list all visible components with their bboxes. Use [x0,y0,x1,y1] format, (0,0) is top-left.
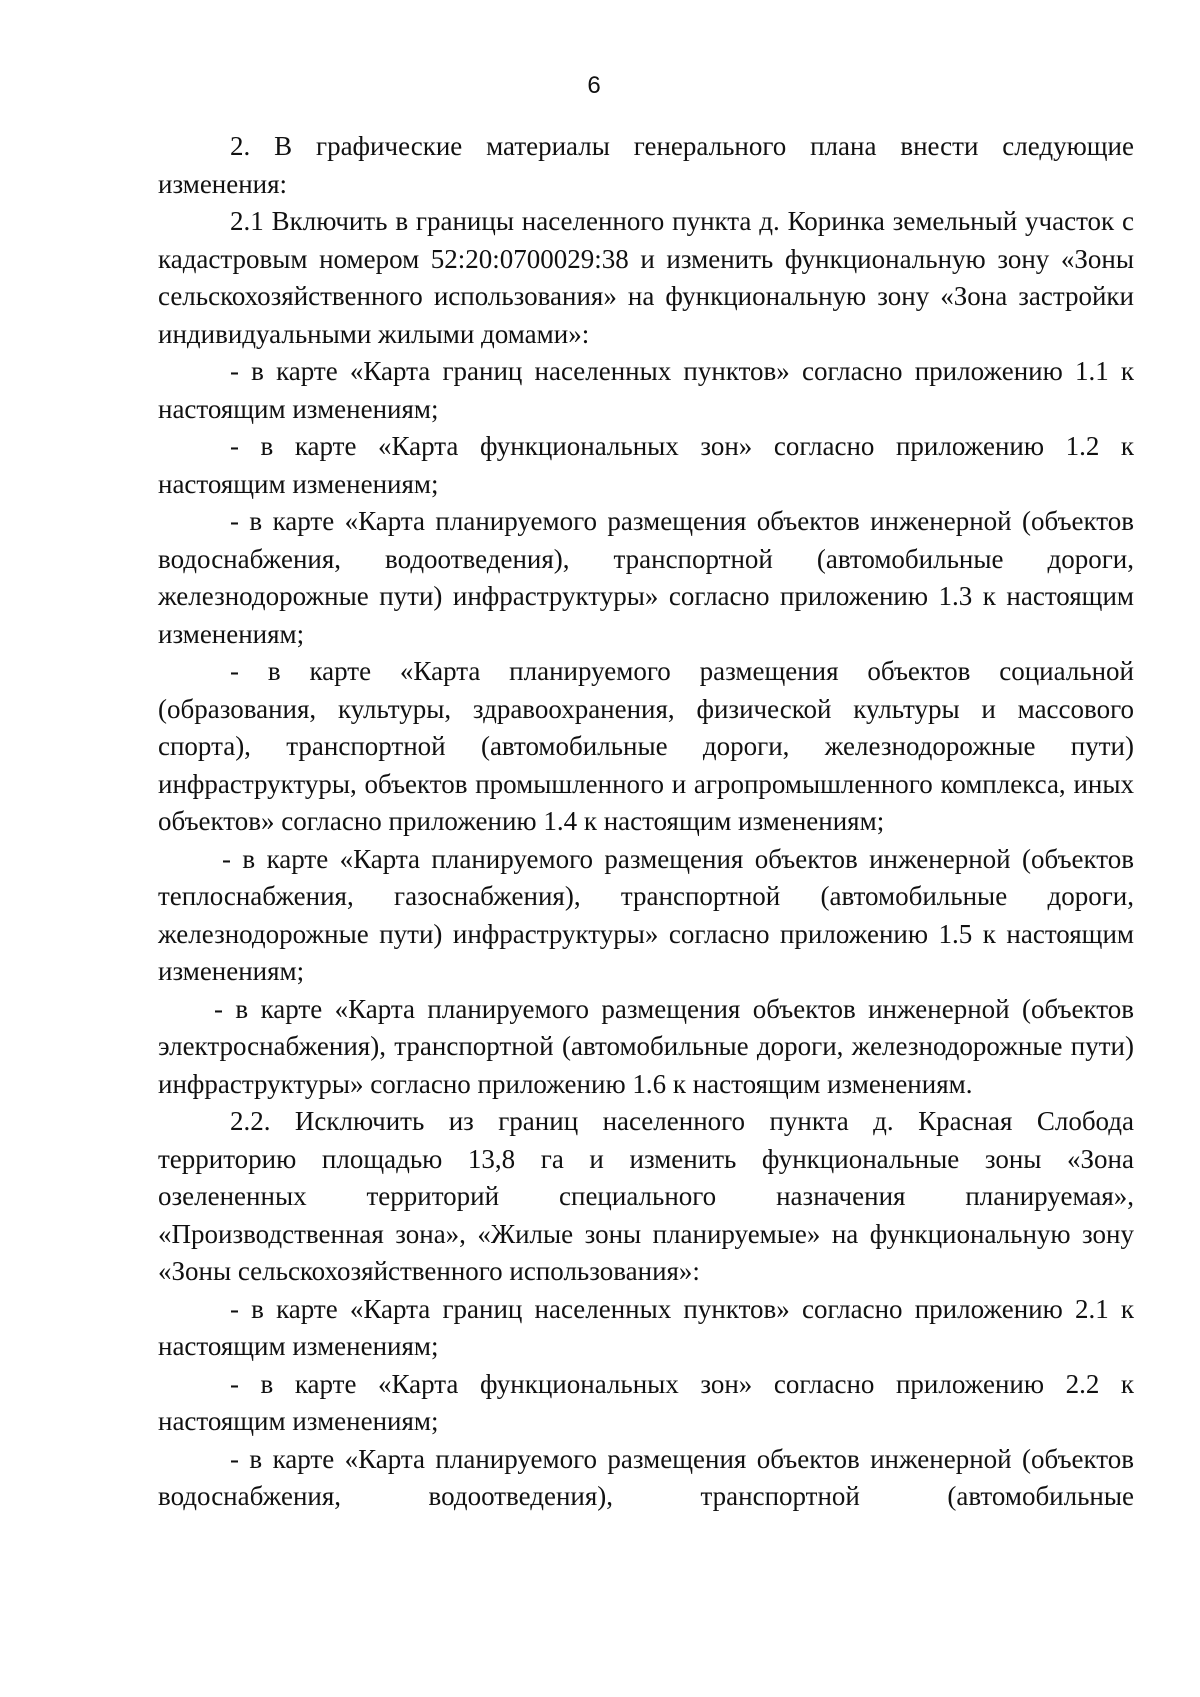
paragraph-2-2: 2.2. Исключить из границ населенного пункта д. Красная Слобода территорию площадью 13,8 га и изменить функциональные зоны «Зона озелененных территорий специального назначения планируемая», «Производственная зона», «Жилые зоны планируемые» на функциональную зону «Зоны сельскохозяйственного использования»: [158,1106,1134,1286]
list-item-map-heat-gas-1-5: - в карте «Карта планируемого размещения объектов инженерной (объектов теплоснабжения, газоснабжения), транспортной (автомобильные дороги, железнодорожные пути) инфраструктуры» согласно приложению 1.5 к настоящим изменениям; [158,843,1134,986]
document-body [158,128,1134,1516]
page-number: 6 [587,72,601,99]
list-item-map-water-1-3: - в карте «Карта планируемого размещения объектов инженерной (объектов водоснабжения, водоотведения), транспортной (автомобильные дороги, железнодорожные пути) инфраструктуры» согласно приложению 1.3 к настоящим изменениям; [158,506,1134,649]
list-item-map-zones-1-2: - в карте «Карта функциональных зон» согласно приложению 1.2 к настоящим изменениям; [158,431,1134,499]
list-item-map-zones-2-2: - в карте «Карта функциональных зон» согласно приложению 2.2 к настоящим изменениям; [158,1368,1134,1436]
list-item-map-borders-2-1: - в карте «Карта границ населенных пунктов» согласно приложению 2.1 к настоящим изменениям; [158,1293,1134,1361]
paragraph-2: 2. В графические материалы генерального плана внести следующие изменения: [158,131,1134,199]
list-item-map-electric-1-6: - в карте «Карта планируемого размещения объектов инженерной (объектов электроснабжения), транспортной (автомобильные дороги, железнодорожные пути) инфраструктуры» согласно приложению 1.6 к настоящим изменениям. [158,993,1134,1099]
paragraph-2-1: 2.1 Включить в границы населенного пункта д. Коринка земельный участок с кадастровым номером 52:20:0700029:38 и изменить функциональную зону «Зоны сельскохозяйственного использования» на функциональную зону «Зона застройки индивидуальными жилыми домами»: [158,206,1134,349]
list-item-map-social-1-4: - в карте «Карта планируемого размещения объектов социальной (образования, культуры, здравоохранения, физической культуры и массового спорта), транспортной (автомобильные дороги, железнодорожные пути) инфраструктуры, объектов промышленного и агропромышленного комплекса, иных объектов» согласно приложению 1.4 к настоящим изменениям; [158,656,1134,836]
list-item-map-water-2-3: - в карте «Карта планируемого размещения объектов инженерной (объектов водоснабжения, водоотведения), транспортной (автомобильные [158,1443,1134,1511]
list-item-map-borders-1-1: - в карте «Карта границ населенных пунктов» согласно приложению 1.1 к настоящим изменениям; [158,356,1134,424]
